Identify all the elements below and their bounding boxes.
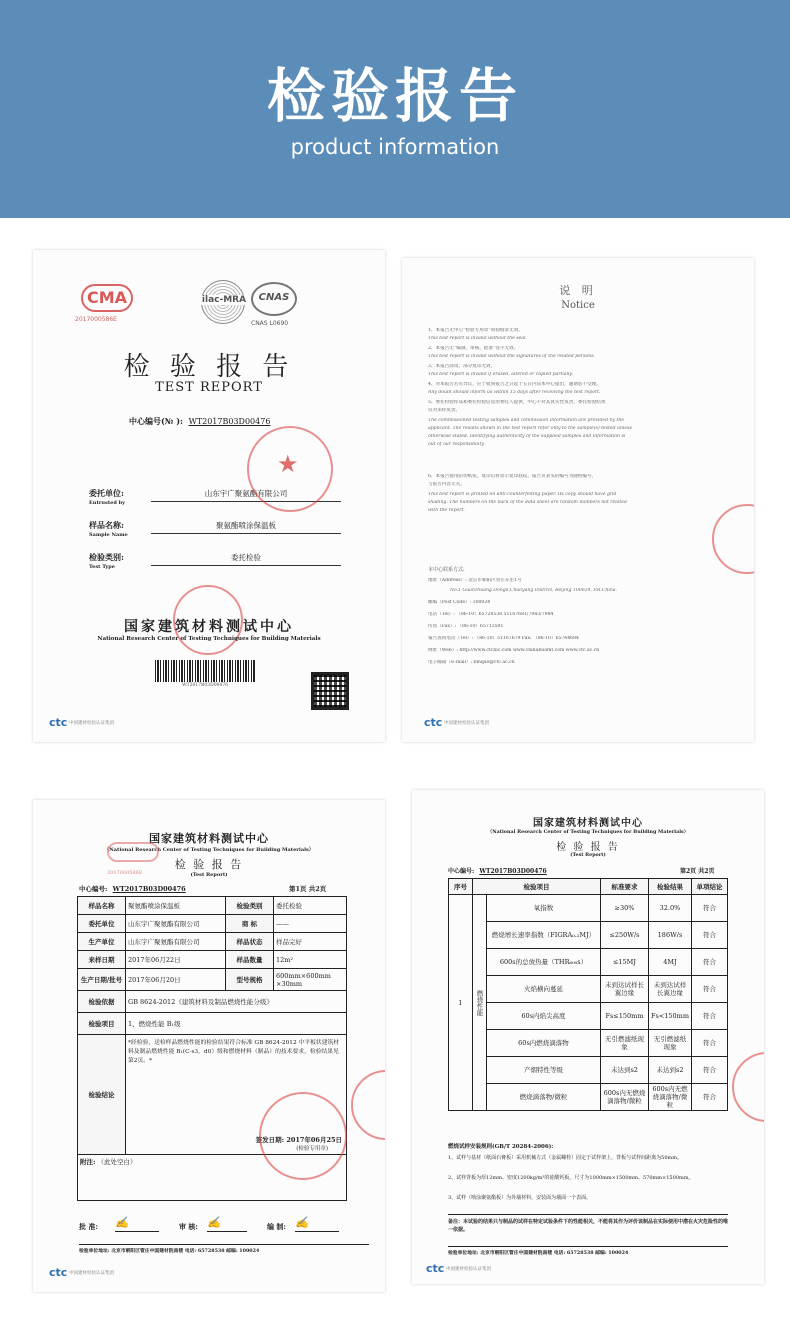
page2-page-info: 第2页 共2页 (680, 868, 715, 875)
note-line: 3、试样（喷涂聚氨酯板）为外墙材料，安装面为墙面一个表面。 (448, 1195, 592, 1201)
contact-line: No.1 Guanzhuang Dongli,Chaoyang District, Beijing 100024, P.R.China. (450, 588, 617, 593)
approve-label: 批 准: (79, 1222, 99, 1231)
table-row: 检验结论 *经检验，送检样品燃烧性能的检验结果符合标准 GB 8624-2012 中平板状建筑材料及制品燃烧性能 B₁(C-s3，d0）级和燃烧材料（制品）的技术要求，检验结果见第2页。* 签发日期: 2017年06月25日 (检验专用章) (78, 1035, 347, 1155)
cnas-number: CNAS L0690 (251, 320, 289, 327)
header-banner (0, 0, 790, 218)
report-cover-image (33, 250, 385, 742)
notice-title-en: Notice (561, 300, 595, 311)
req-cell: 无引燃滤纸现象 (600, 1030, 648, 1057)
table-row: 检验项目 1、燃烧性能 B₁级 (78, 1013, 347, 1035)
seal-text: (检验专用章) (296, 1146, 328, 1152)
notice-line: This test report is invalid without the seal. (428, 336, 528, 341)
notice-line: with the report. (428, 508, 465, 513)
compile-label: 编 制: (267, 1222, 287, 1231)
table-row (78, 969, 347, 991)
req-cell: ≤250W/s (600, 922, 648, 949)
table-label-cell: 商 标 (226, 915, 274, 933)
contact-line: 传真（Fax）: （86-10）65713591 (428, 624, 504, 629)
table-label-cell: 生产单位 (78, 933, 126, 951)
ctc-logo: ctc (426, 1262, 445, 1275)
table-label-cell: 样品数量 (226, 951, 274, 969)
page1-title-cn: 检 验 报 告 (174, 858, 244, 871)
report-barcode (155, 660, 255, 682)
ctc-footer-text: 中国建材检验认证集团 (444, 721, 489, 726)
notice-line: shading. The numbers on the back of the data sheet are random numbers not related (428, 500, 627, 505)
res-cell: 未到达试样长翼边缘 (648, 976, 691, 1003)
ctc-footer-text: 中国建材检验认证集团 (69, 1271, 114, 1276)
req-cell: 未达到s2 (600, 1057, 648, 1084)
res-cell: 无引燃滤纸现象 (648, 1030, 691, 1057)
table-value-cell: 山东宇广聚氨酯有限公司 (126, 915, 226, 933)
table-value-cell: 聚氨酯喷涂保温板 (126, 897, 226, 915)
center-number-row (129, 416, 270, 427)
cover-org-cn: 国家建筑材料测试中心 (124, 619, 294, 635)
review-label: 审 核: (179, 1222, 199, 1231)
page2-results-table (448, 878, 728, 1111)
table-label-cell: 来样日期 (78, 951, 126, 969)
table-label-cell: 样品名称 (78, 897, 126, 915)
page1-cma-number: 2017000586E (107, 870, 143, 876)
conclusion-text: *经检验，送检样品燃烧性能的检验结果符合标准 GB 8624-2012 中平板状建筑材料及制品燃烧性能 B₁(C-s3，d0）级和燃烧材料（制品）的技术要求，检验结果见第2页。* (128, 1040, 340, 1064)
page2-title-en: (Test Report) (570, 852, 606, 858)
req-cell: Fs≤150mm (600, 1003, 648, 1030)
table-value-cell: 2017年06月22日 (126, 951, 226, 969)
page2-title-cn: 检 验 报 告 (556, 842, 620, 853)
notice-line: This test report is invalid if erased, altered or copied partially. (428, 372, 573, 377)
item-cell: 燃烧增长速率指数（FIGRA₀.₂MJ） (487, 922, 601, 949)
item-cell: 燃烧滴落物/微粒 (487, 1084, 601, 1111)
res-cell: Fs<150mm (648, 1003, 691, 1030)
seal-star-icon: ★ (277, 450, 299, 478)
ctc-logo: ctc (424, 716, 443, 729)
ctc-footer-text: 中国建材检验认证集团 (446, 1267, 491, 1272)
con-cell: 符合 (692, 1084, 728, 1111)
page1-org-cn: 国家建筑材料测试中心 (149, 832, 269, 845)
res-cell: 32.0% (648, 895, 691, 922)
con-cell: 符合 (692, 1003, 728, 1030)
item-cell: 火焰横向蔓延 (487, 976, 601, 1003)
table-label-cell: 样品状态 (226, 933, 274, 951)
center-number-label: 中心编号(№ ): (129, 416, 184, 426)
table-row: 附注: （此处空白） (78, 1155, 347, 1201)
page2-org-en: （National Research Center of Testing Techniques for Building Materials） (487, 829, 689, 835)
con-cell: 符合 (692, 976, 728, 1003)
banner-subtitle: product information (290, 135, 500, 159)
table-label-cell: 生产日期/批号 (78, 969, 126, 991)
ctc-logo: ctc (49, 1266, 68, 1279)
item-cell: 产烟特性等级 (487, 1057, 601, 1084)
res-cell: 600s内无燃烧滴落物/微粒 (648, 1084, 691, 1111)
page1-org-en: （National Research Center of Testing Techniques for Building Materials） (104, 847, 314, 853)
res-cell: 4MJ (648, 949, 691, 976)
field-sample-name: 样品名称: Sample Name 聚氨酯喷涂保温板 (89, 520, 349, 544)
report-page-2-image (412, 790, 764, 1284)
page1-center-number: 中心编号: WT2017B03D00476 (79, 885, 186, 893)
cover-org-en: National Research Center of Testing Techniques for Building Materials (97, 636, 321, 642)
notice-line: 6、本报告使用防伪纸张，复印后将显示复印底纹，报告页表头的编号为随机编号， (428, 474, 597, 479)
table-row (449, 1003, 728, 1030)
barcode-text: WT2017B03D00476 (181, 683, 229, 688)
red-seal-stamp-edge (351, 1070, 385, 1140)
banner-title: 检验报告 (266, 62, 523, 130)
notice-page-image (402, 258, 754, 742)
con-cell: 符合 (692, 1057, 728, 1084)
notice-line: otherwise stated. Identifying authenticity of the supplied samples and information is (428, 434, 626, 439)
red-seal-stamp (259, 1092, 347, 1180)
table-value-cell: —— (274, 915, 347, 933)
notice-line: 3、本报告涂改、部分复印无效。 (428, 364, 496, 369)
ctc-footer-text: 中国建材检验认证集团 (69, 721, 114, 726)
con-cell: 符合 (692, 895, 728, 922)
page2-address: 检验单位地址: 北京市朝阳区管庄中国建材院南楼 电话: 65728538 邮编: 100024 (448, 1246, 728, 1256)
note-line: 1、试样与基材（纸面石膏板）采用机械方式（金属螺栓）固定于试样架上，背板与试样间距离为50mm。 (448, 1155, 683, 1161)
table-row (449, 1084, 728, 1111)
group-cell: 燃烧性能 (473, 895, 487, 1111)
table-header-row: 序号 检验项目 标准要求 检验结果 单项结论 (449, 879, 728, 895)
table-value-cell: 样品完好 (274, 933, 347, 951)
notice-line: Any doubt should inform us within 15 days after receiving the test report. (428, 390, 601, 395)
cnas-logo: CNAS (251, 282, 297, 316)
table-value-cell: 12m² (274, 951, 347, 969)
notice-line: 1、本报告无中心“检验专用章”和骑缝章无效。 (428, 328, 523, 333)
res-cell: 未达到s2 (648, 1057, 691, 1084)
table-row (449, 1057, 728, 1084)
table-row (449, 976, 728, 1003)
notice-line: out of our responsibility. (428, 442, 485, 447)
notice-line: This test report is invalid without the signatures of the related persons. (428, 354, 596, 359)
table-row: 检验依据 GB 8624-2012《建筑材料及制品燃烧性能分级》 (78, 991, 347, 1013)
notice-line: The commissioned testing samples and commission information are provided by the (428, 418, 625, 423)
notice-line: 与报告内容无关。 (428, 482, 465, 487)
table-row (78, 915, 347, 933)
note-line: 2、试样背板为厚12mm、密度1200kg/m³的硅酸钙板，尺寸为1000mm×1500mm、570mm×1500mm。 (448, 1175, 694, 1181)
notice-line: This test report is printed on anti-counterfeiting paper. Its copy should have grid (428, 492, 617, 497)
notice-line: 仅对来样负责。 (428, 408, 461, 413)
item-cell: 60s内焰尖高度 (487, 1003, 601, 1030)
req-cell: 600s内无燃烧滴落物/微粒 (600, 1084, 648, 1111)
contact-line: 电话（Tel）: （86-10）65728538 51167681/7983/7984 (428, 612, 554, 617)
table-label-cell: 检验类别 (226, 897, 274, 915)
notice-line: 4、对本报告若有异议，应于收到报告之日起十五日内向本中心提出，逾期恕不受理。 (428, 382, 601, 387)
notes-title: 燃烧试样安装规则(GB/T 20284-2006): (448, 1144, 554, 1150)
page1-address: 检验单位地址: 北京市朝阳区管庄中国建材院南楼 电话: 65728538 邮编: 100024 (79, 1244, 369, 1254)
req-cell: 未到达试样长翼边缘 (600, 976, 648, 1003)
table-row (449, 895, 728, 922)
table-label-cell: 型号规格 (226, 969, 274, 991)
page2-remark: 备注：本试验的结果只与制品的试样在特定试验条件下的性能相关，不能将其作为评价该制品在实际使用中潜在火灾危险性的唯一依据。 (448, 1214, 728, 1234)
red-seal-stamp-edge (732, 1052, 764, 1122)
review-signature: ✍ (207, 1216, 247, 1232)
signature-row (79, 1216, 369, 1236)
table-row (449, 949, 728, 976)
table-value-cell: 委托检验 (274, 897, 347, 915)
qr-code (311, 672, 349, 710)
center-number-value: WT2017B03D00476 (188, 417, 271, 426)
res-cell: 186W/s (648, 922, 691, 949)
cover-title-cn: 检 验 报 告 (123, 352, 295, 382)
contact-line: 邮编（Post Code）: 100024 (428, 600, 491, 605)
contact-line: 网址（Web）: http://www.ctcnic.com www.chinabuamt.com www.ctc.ac.cn (428, 648, 600, 653)
req-cell: ≤15MJ (600, 949, 648, 976)
page1-cma-logo (107, 842, 159, 862)
contact-line: 电子邮箱（E-mail）: bmqao@ctc.ac.cn (428, 660, 515, 665)
notice-line: 5、委托检验样品和委托检验信息由委托人提供，中心不对其真实性负责，委托检验结果 (428, 400, 606, 405)
field-entrusted: 委托单位: Entrusted by 山东宇广聚氨酯有限公司 (89, 488, 349, 512)
table-row (449, 1030, 728, 1057)
notice-line: applicant. The results shown in the test report refer only to the sample(s) tested unless (428, 426, 632, 431)
table-row (449, 922, 728, 949)
cma-number: 2017000586E (75, 316, 117, 323)
table-label-cell: 委托单位 (78, 915, 126, 933)
item-cell: 氧指数 (487, 895, 601, 922)
report-page-1-image (33, 800, 385, 1292)
item-cell: 600s的总放热量（THR₆₀₀s） (487, 949, 601, 976)
con-cell: 符合 (692, 922, 728, 949)
contact-line: 報告查询电话（Tel）: （86-10）51167679 Fax: （86-10）65764684 (428, 636, 579, 641)
notice-line: 2、本报告无“编制、审核、批准”签字无效。 (428, 346, 519, 351)
field-test-type: 检验类别: Test Type 委托检验 (89, 552, 349, 576)
red-seal-stamp-edge (712, 504, 754, 574)
table-row (78, 951, 347, 969)
cma-logo: CMA (81, 284, 133, 312)
contact-line: 地址（Address）: 北京市朝阳区管庄东里1号 (428, 578, 522, 583)
page1-page-info: 第1页 共2页 (289, 885, 327, 893)
page1-title-en: (Test Report) (190, 872, 228, 878)
page2-center-number: 中心编号: WT2017B03D00476 (448, 868, 547, 875)
approve-signature: ✍ (115, 1216, 159, 1232)
cover-title-en: TEST REPORT (155, 380, 263, 395)
con-cell: 符合 (692, 1030, 728, 1057)
con-cell: 符合 (692, 949, 728, 976)
ilac-mra-logo: ilac-MRA (201, 280, 245, 324)
issue-date: 签发日期: 2017年06月25日 (255, 1136, 342, 1144)
table-row (78, 933, 347, 951)
item-cell: 60s内燃烧滴落物 (487, 1030, 601, 1057)
table-value-cell: 山东宇广聚氨酯有限公司 (126, 933, 226, 951)
ctc-logo: ctc (49, 716, 68, 729)
table-row (78, 897, 347, 915)
contact-title: 本中心联系方式: (428, 567, 465, 573)
req-cell: ≥30% (600, 895, 648, 922)
page2-org-cn: 国家建筑材料测试中心 (533, 818, 643, 829)
table-value-cell: 600mm×600mm ×30mm (274, 969, 347, 991)
table-value-cell: 2017年06月20日 (126, 969, 226, 991)
compile-signature: ✍ (295, 1216, 339, 1232)
notice-title-cn: 说 明 (559, 284, 597, 297)
seq-cell: 1 (449, 895, 473, 1111)
